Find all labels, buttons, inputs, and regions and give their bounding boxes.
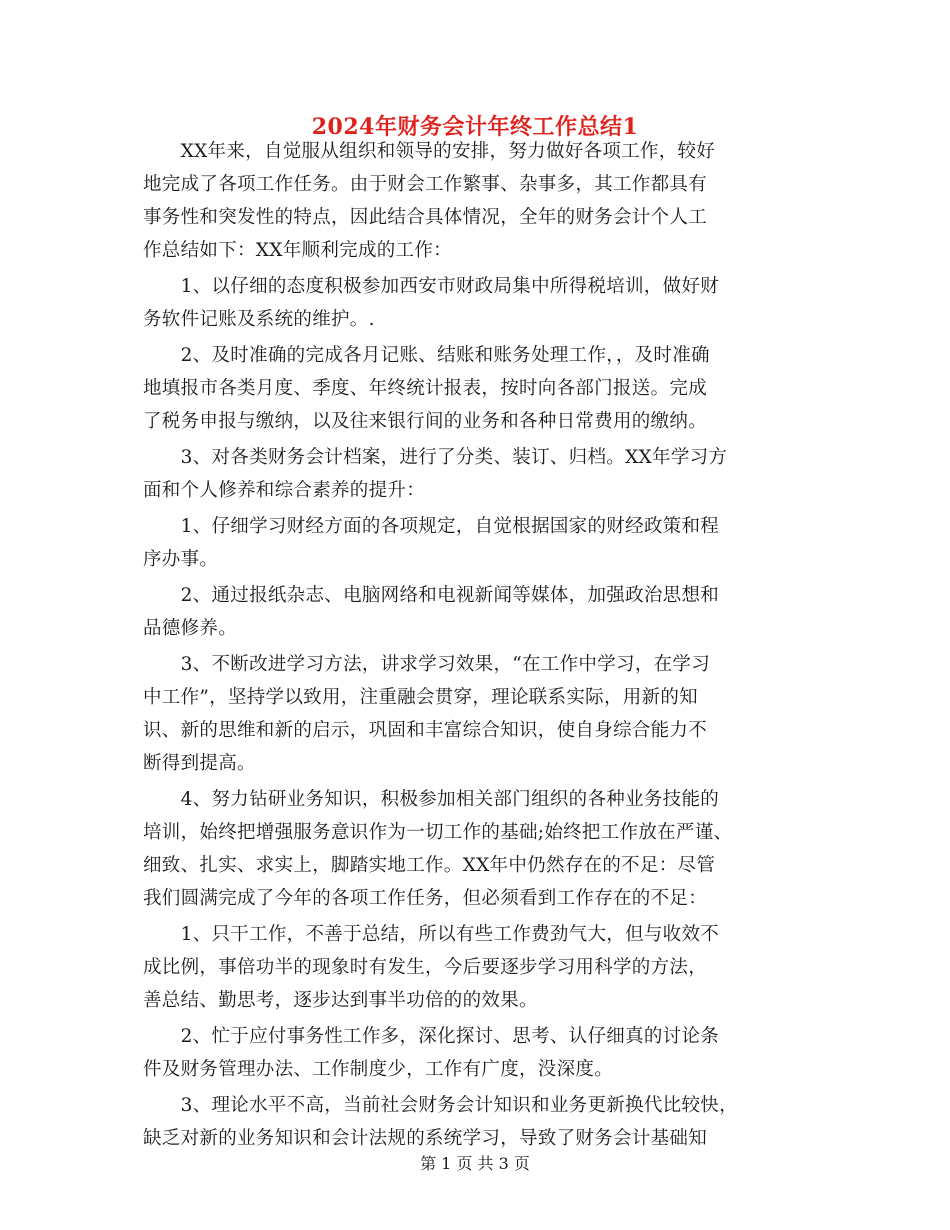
body-line: 1、只干工作，不善于总结，所以有些工作费劲气大，但与收效不 bbox=[143, 924, 720, 945]
body-line: 品德修养。 bbox=[143, 618, 238, 639]
body-line: 3、对各类财务会计档案，进行了分类、装订、归档。XX年学习方 bbox=[143, 447, 728, 468]
body-line: 2、通过报纸杂志、电脑网络和电视新闻等媒体，加强政治思想和 bbox=[143, 585, 720, 606]
body-line: 面和个人修养和综合素养的提升： bbox=[143, 480, 426, 501]
body-line: 我们圆满完成了今年的各项工作任务，但必须看到工作存在的不足： bbox=[143, 888, 708, 909]
body-line: 3、不断改进学习方法，讲求学习效果，“在工作中学习，在学习 bbox=[143, 654, 711, 675]
body-line: 1、以仔细的态度积极参加西安市财政局集中所得税培训，做好财 bbox=[143, 276, 720, 297]
body-line: 成比例，事倍功半的现象时有发生，今后要逐步学习用科学的方法， bbox=[143, 957, 708, 978]
body-line: 细致、扎实、求实上，脚踏实地工作。XX年中仍然存在的不足：尽管 bbox=[143, 855, 716, 876]
document-body bbox=[143, 135, 811, 1155]
body-line: 作总结如下：XX年顺利完成的工作： bbox=[143, 240, 452, 261]
body-line: 缺乏对新的业务知识和会计法规的系统学习，导致了财务会计基础知 bbox=[143, 1128, 708, 1149]
body-line: 善总结、勤思考，逐步达到事半功倍的的效果。 bbox=[143, 990, 538, 1011]
body-line: 3、理论水平不高，当前社会财务会计知识和业务更新换代比较快， bbox=[143, 1095, 738, 1116]
body-line: 事务性和突发性的特点，因此结合具体情况，全年的财务会计个人工 bbox=[143, 207, 708, 228]
body-line: 识、新的思维和新的启示，巩固和丰富综合知识，使自身综合能力不 bbox=[143, 720, 708, 741]
document-title: 2024年财务会计年终工作总结1 bbox=[311, 114, 639, 140]
body-line: 2、及时准确的完成各月记账、结账和账务处理工作，，及时准确 bbox=[143, 345, 710, 366]
body-line: 断得到提高。 bbox=[143, 753, 256, 774]
body-line: 中工作”，坚持学以致用，注重融会贯穿，理论联系实际，用新的知 bbox=[143, 687, 698, 708]
body-line: 2、忙于应付事务性工作多，深化探讨、思考、认仔细真的讨论条 bbox=[143, 1026, 720, 1047]
body-line: XX年来，自觉服从组织和领导的安排，努力做好各项工作，较好 bbox=[143, 141, 716, 162]
body-line: 地填报市各类月度、季度、年终统计报表，按时向各部门报送。完成 bbox=[143, 378, 708, 399]
body-line: 务软件记账及系统的维护。. bbox=[143, 309, 375, 330]
body-line: 1、仔细学习财经方面的各项规定，自觉根据国家的财经政策和程 bbox=[143, 516, 720, 537]
body-line: 地完成了各项工作任务。由于财会工作繁事、杂事多，其工作都具有 bbox=[143, 174, 708, 195]
body-line: 4、努力钻研业务知识，积极参加相关部门组织的各种业务技能的 bbox=[143, 789, 720, 810]
body-line: 序办事。 bbox=[143, 549, 219, 570]
body-line: 培训，始终把增强服务意识作为一切工作的基础;始终把工作放在严谨、 bbox=[143, 822, 733, 843]
body-line: 了税务申报与缴纳，以及往来银行间的业务和各种日常费用的缴纳。 bbox=[143, 411, 708, 432]
body-line: 件及财务管理办法、工作制度少，工作有广度，没深度。 bbox=[143, 1059, 614, 1080]
page-footer: 第 1 页 共 3 页 bbox=[420, 1154, 530, 1173]
